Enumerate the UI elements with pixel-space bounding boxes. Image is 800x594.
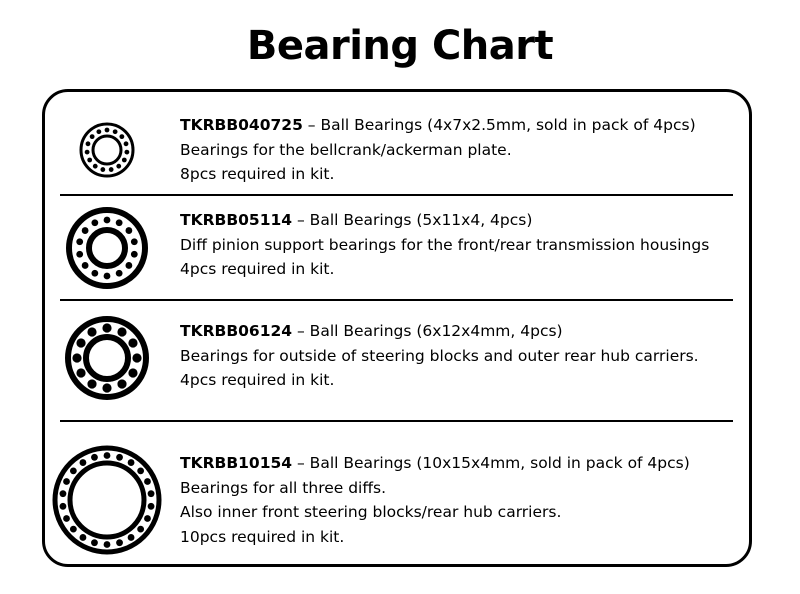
bearing-ball bbox=[125, 262, 132, 269]
bearing-code: TKRBB05114 bbox=[180, 211, 293, 229]
bearing-code: TKRBB06124 bbox=[180, 322, 293, 340]
bearing-ball bbox=[144, 515, 151, 522]
bearing-ball bbox=[116, 539, 123, 546]
bearing-text-block bbox=[180, 208, 709, 282]
bearing-code: TKRBB10154 bbox=[180, 454, 293, 472]
bearing-ball bbox=[132, 353, 141, 362]
bearing-ball bbox=[119, 134, 124, 139]
bearing-ball bbox=[91, 270, 98, 277]
bearing-ball bbox=[76, 251, 83, 258]
bearing-quantity: 8pcs required in kit. bbox=[180, 165, 335, 183]
bearing-ball bbox=[85, 150, 90, 155]
page-title: Bearing Chart bbox=[246, 23, 554, 69]
bearing-ball bbox=[102, 383, 111, 392]
bearing-ball bbox=[131, 238, 138, 245]
bearing-ball bbox=[104, 273, 111, 280]
bearing-quantity: 10pcs required in kit. bbox=[180, 527, 345, 546]
bearing-usage: Bearings for the bellcrank/ackerman plate. bbox=[180, 140, 512, 159]
bearing-ball bbox=[87, 327, 96, 336]
bearing-quantity: 4pcs required in kit. bbox=[180, 371, 335, 389]
bearing-ball bbox=[124, 141, 129, 146]
bearing-ball bbox=[91, 219, 98, 226]
bearing-ball bbox=[72, 353, 81, 362]
row-divider bbox=[60, 420, 733, 422]
bearing-inner-ring bbox=[93, 136, 121, 164]
bearing-ball bbox=[137, 467, 144, 474]
bearing-ball bbox=[91, 539, 98, 546]
bearing-spec: – Ball Bearings (5x11x4, 4pcs) bbox=[292, 211, 533, 229]
bearing-text-block bbox=[180, 113, 696, 187]
bearing-medium-icon bbox=[62, 203, 152, 293]
bearing-ball bbox=[128, 534, 135, 541]
bearing-usage: Bearings for outside of steering blocks and outer rear hub carriers. bbox=[180, 346, 699, 365]
bearing-ball bbox=[87, 158, 92, 163]
bearing-ball bbox=[76, 368, 85, 377]
bearing-ball bbox=[109, 167, 114, 172]
bearing-ball bbox=[60, 503, 67, 510]
bearing-ball bbox=[128, 459, 135, 466]
bearing-ball bbox=[80, 534, 87, 541]
bearing-ball bbox=[93, 164, 98, 169]
bearing-ball bbox=[104, 452, 111, 459]
row-divider bbox=[60, 194, 733, 196]
bearing-ball bbox=[87, 379, 96, 388]
bearing-ball bbox=[104, 541, 111, 548]
bearing-ball bbox=[76, 238, 83, 245]
bearing-ball bbox=[144, 478, 151, 485]
bearing-ball bbox=[80, 459, 87, 466]
bearing-ball bbox=[63, 478, 70, 485]
bearing-ball bbox=[117, 379, 126, 388]
bearing-usage: Bearings for all three diffs. bbox=[180, 478, 387, 497]
bearing-ball bbox=[104, 217, 111, 224]
bearing-text-block bbox=[180, 319, 699, 393]
bearing-inner-ring bbox=[86, 337, 128, 379]
bearing-usage-extra: Also inner front steering blocks/rear hub carriers. bbox=[180, 503, 562, 521]
bearing-inner-ring bbox=[70, 463, 144, 537]
bearing-ball bbox=[148, 503, 155, 510]
bearing-ball bbox=[76, 338, 85, 347]
bearing-spec: – Ball Bearings (10x15x4mm, sold in pack of 4pcs) bbox=[292, 454, 690, 472]
bearing-ball bbox=[70, 467, 77, 474]
bearing-ball bbox=[82, 227, 89, 234]
bearing-ball bbox=[116, 219, 123, 226]
bearing-usage: Diff pinion support bearings for the front/rear transmission housings bbox=[180, 235, 710, 254]
bearing-quantity: 4pcs required in kit. bbox=[180, 260, 335, 278]
bearing-small-icon bbox=[77, 120, 137, 180]
bearing-ball bbox=[113, 129, 118, 134]
bearing-ball bbox=[102, 323, 111, 332]
bearing-ball bbox=[90, 134, 95, 139]
bearing-ball bbox=[122, 158, 127, 163]
bearing-ball bbox=[128, 368, 137, 377]
bearing-spec: – Ball Bearings (4x7x2.5mm, sold in pack of 4pcs) bbox=[302, 116, 696, 134]
bearing-ball bbox=[116, 164, 121, 169]
bearing-ball bbox=[116, 454, 123, 461]
bearing-ball bbox=[125, 227, 132, 234]
bearing-ball bbox=[131, 251, 138, 258]
bearing-ball bbox=[63, 515, 70, 522]
bearing-ball bbox=[91, 454, 98, 461]
bearing-inner-ring bbox=[89, 230, 125, 266]
bearing-text-block bbox=[180, 451, 690, 549]
bearing-ball bbox=[100, 167, 105, 172]
row-divider bbox=[60, 299, 733, 301]
bearing-ball bbox=[148, 490, 155, 497]
bearing-medium-large-icon bbox=[62, 313, 152, 403]
bearing-ball bbox=[105, 128, 110, 133]
bearing-ball bbox=[117, 327, 126, 336]
bearing-ball bbox=[128, 338, 137, 347]
bearing-code: TKRBB040725 bbox=[180, 116, 303, 134]
bearing-spec: – Ball Bearings (6x12x4mm, 4pcs) bbox=[292, 322, 563, 340]
bearing-ball bbox=[137, 526, 144, 533]
bearing-ball bbox=[70, 526, 77, 533]
bearing-ball bbox=[96, 129, 101, 134]
bearing-ball bbox=[82, 262, 89, 269]
bearing-ball bbox=[124, 150, 129, 155]
bearing-ball bbox=[60, 490, 67, 497]
bearing-large-icon bbox=[50, 443, 164, 557]
bearing-ball bbox=[116, 270, 123, 277]
bearing-ball bbox=[86, 141, 91, 146]
